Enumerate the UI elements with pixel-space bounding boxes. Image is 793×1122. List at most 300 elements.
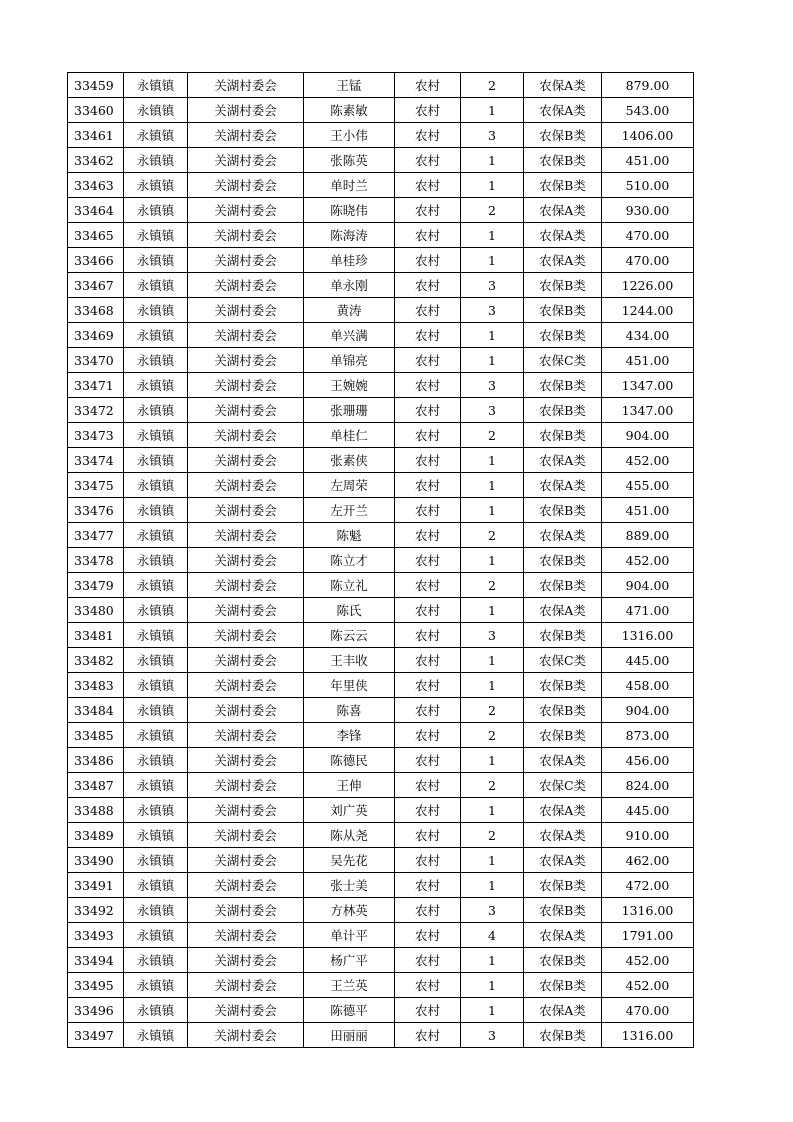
town-cell: 永镇镇 [124, 198, 188, 223]
insurance-category-cell: 农保A类 [524, 473, 602, 498]
insurance-category-cell: 农保C类 [524, 348, 602, 373]
name-cell: 左周荣 [304, 473, 395, 498]
insurance-category-cell: 农保A类 [524, 98, 602, 123]
record-id-cell: 33470 [68, 348, 124, 373]
name-cell: 年里侠 [304, 673, 395, 698]
name-cell: 张陈英 [304, 148, 395, 173]
member-count-cell: 1 [461, 948, 524, 973]
amount-cell: 452.00 [602, 973, 694, 998]
name-cell: 陈海涛 [304, 223, 395, 248]
insurance-category-cell: 农保A类 [524, 198, 602, 223]
record-id-cell: 33476 [68, 498, 124, 523]
town-cell: 永镇镇 [124, 773, 188, 798]
insurance-category-cell: 农保B类 [524, 673, 602, 698]
town-cell: 永镇镇 [124, 423, 188, 448]
roster-body [68, 73, 694, 1048]
household-type-cell: 农村 [395, 723, 461, 748]
amount-cell: 543.00 [602, 98, 694, 123]
household-type-cell: 农村 [395, 223, 461, 248]
household-type-cell: 农村 [395, 698, 461, 723]
member-count-cell: 1 [461, 348, 524, 373]
town-cell: 永镇镇 [124, 123, 188, 148]
name-cell: 王锰 [304, 73, 395, 98]
amount-cell: 1791.00 [602, 923, 694, 948]
record-id-cell: 33464 [68, 198, 124, 223]
amount-cell: 1316.00 [602, 1023, 694, 1048]
member-count-cell: 3 [461, 123, 524, 148]
village-committee-cell: 关湖村委会 [188, 998, 304, 1023]
record-id-cell: 33460 [68, 98, 124, 123]
town-cell: 永镇镇 [124, 273, 188, 298]
name-cell: 张珊珊 [304, 398, 395, 423]
town-cell: 永镇镇 [124, 598, 188, 623]
insurance-category-cell: 农保B类 [524, 948, 602, 973]
insurance-category-cell: 农保A类 [524, 823, 602, 848]
village-committee-cell: 关湖村委会 [188, 448, 304, 473]
name-cell: 单兴满 [304, 323, 395, 348]
name-cell: 杨广平 [304, 948, 395, 973]
town-cell: 永镇镇 [124, 323, 188, 348]
town-cell: 永镇镇 [124, 73, 188, 98]
household-type-cell: 农村 [395, 248, 461, 273]
member-count-cell: 2 [461, 698, 524, 723]
member-count-cell: 2 [461, 723, 524, 748]
name-cell: 方林英 [304, 898, 395, 923]
town-cell: 永镇镇 [124, 223, 188, 248]
table-row [68, 273, 694, 298]
record-id-cell: 33495 [68, 973, 124, 998]
table-row [68, 798, 694, 823]
table-row [68, 473, 694, 498]
household-type-cell: 农村 [395, 948, 461, 973]
member-count-cell: 1 [461, 248, 524, 273]
household-type-cell: 农村 [395, 623, 461, 648]
member-count-cell: 3 [461, 1023, 524, 1048]
table-row [68, 73, 694, 98]
village-committee-cell: 关湖村委会 [188, 198, 304, 223]
table-row [68, 123, 694, 148]
village-committee-cell: 关湖村委会 [188, 673, 304, 698]
town-cell: 永镇镇 [124, 623, 188, 648]
member-count-cell: 1 [461, 473, 524, 498]
table-row [68, 573, 694, 598]
table-row [68, 698, 694, 723]
record-id-cell: 33468 [68, 298, 124, 323]
village-committee-cell: 关湖村委会 [188, 973, 304, 998]
town-cell: 永镇镇 [124, 448, 188, 473]
household-type-cell: 农村 [395, 73, 461, 98]
amount-cell: 470.00 [602, 248, 694, 273]
name-cell: 陈晓伟 [304, 198, 395, 223]
record-id-cell: 33492 [68, 898, 124, 923]
household-type-cell: 农村 [395, 373, 461, 398]
record-id-cell: 33486 [68, 748, 124, 773]
amount-cell: 1316.00 [602, 623, 694, 648]
town-cell: 永镇镇 [124, 573, 188, 598]
household-type-cell: 农村 [395, 473, 461, 498]
town-cell: 永镇镇 [124, 1023, 188, 1048]
household-type-cell: 农村 [395, 398, 461, 423]
household-type-cell: 农村 [395, 823, 461, 848]
household-type-cell: 农村 [395, 548, 461, 573]
amount-cell: 451.00 [602, 348, 694, 373]
table-row [68, 523, 694, 548]
name-cell: 刘广英 [304, 798, 395, 823]
name-cell: 陈氏 [304, 598, 395, 623]
record-id-cell: 33461 [68, 123, 124, 148]
household-type-cell: 农村 [395, 973, 461, 998]
name-cell: 单桂仁 [304, 423, 395, 448]
household-type-cell: 农村 [395, 323, 461, 348]
insurance-category-cell: 农保B类 [524, 548, 602, 573]
town-cell: 永镇镇 [124, 548, 188, 573]
town-cell: 永镇镇 [124, 948, 188, 973]
name-cell: 吴先花 [304, 848, 395, 873]
amount-cell: 455.00 [602, 473, 694, 498]
town-cell: 永镇镇 [124, 473, 188, 498]
town-cell: 永镇镇 [124, 348, 188, 373]
village-committee-cell: 关湖村委会 [188, 698, 304, 723]
household-type-cell: 农村 [395, 898, 461, 923]
table-row [68, 248, 694, 273]
insurance-category-cell: 农保B类 [524, 1023, 602, 1048]
village-committee-cell: 关湖村委会 [188, 298, 304, 323]
record-id-cell: 33475 [68, 473, 124, 498]
amount-cell: 1406.00 [602, 123, 694, 148]
household-type-cell: 农村 [395, 873, 461, 898]
record-id-cell: 33483 [68, 673, 124, 698]
member-count-cell: 1 [461, 598, 524, 623]
amount-cell: 452.00 [602, 948, 694, 973]
record-id-cell: 33466 [68, 248, 124, 273]
table-row [68, 198, 694, 223]
household-type-cell: 农村 [395, 1023, 461, 1048]
village-committee-cell: 关湖村委会 [188, 373, 304, 398]
household-type-cell: 农村 [395, 348, 461, 373]
insurance-category-cell: 农保A类 [524, 998, 602, 1023]
village-committee-cell: 关湖村委会 [188, 423, 304, 448]
insurance-category-cell: 农保A类 [524, 748, 602, 773]
name-cell: 陈立才 [304, 548, 395, 573]
table-row [68, 498, 694, 523]
village-committee-cell: 关湖村委会 [188, 648, 304, 673]
table-row [68, 373, 694, 398]
insurance-category-cell: 农保B类 [524, 298, 602, 323]
insurance-category-cell: 农保B类 [524, 723, 602, 748]
table-row [68, 448, 694, 473]
amount-cell: 904.00 [602, 573, 694, 598]
town-cell: 永镇镇 [124, 673, 188, 698]
town-cell: 永镇镇 [124, 148, 188, 173]
record-id-cell: 33479 [68, 573, 124, 598]
member-count-cell: 3 [461, 298, 524, 323]
table-row [68, 723, 694, 748]
record-id-cell: 33459 [68, 73, 124, 98]
town-cell: 永镇镇 [124, 823, 188, 848]
table-row [68, 348, 694, 373]
town-cell: 永镇镇 [124, 873, 188, 898]
household-type-cell: 农村 [395, 523, 461, 548]
table-row [68, 398, 694, 423]
town-cell: 永镇镇 [124, 373, 188, 398]
insurance-category-cell: 农保A类 [524, 73, 602, 98]
town-cell: 永镇镇 [124, 898, 188, 923]
name-cell: 王婉婉 [304, 373, 395, 398]
member-count-cell: 4 [461, 923, 524, 948]
town-cell: 永镇镇 [124, 498, 188, 523]
household-type-cell: 农村 [395, 298, 461, 323]
name-cell: 单桂珍 [304, 248, 395, 273]
name-cell: 黄涛 [304, 298, 395, 323]
table-row [68, 173, 694, 198]
household-type-cell: 农村 [395, 498, 461, 523]
table-row [68, 773, 694, 798]
table-row [68, 98, 694, 123]
record-id-cell: 33490 [68, 848, 124, 873]
insurance-category-cell: 农保B类 [524, 148, 602, 173]
table-row [68, 1023, 694, 1048]
town-cell: 永镇镇 [124, 298, 188, 323]
member-count-cell: 1 [461, 148, 524, 173]
insurance-category-cell: 农保C类 [524, 648, 602, 673]
name-cell: 陈云云 [304, 623, 395, 648]
record-id-cell: 33489 [68, 823, 124, 848]
amount-cell: 1347.00 [602, 398, 694, 423]
amount-cell: 1226.00 [602, 273, 694, 298]
village-committee-cell: 关湖村委会 [188, 548, 304, 573]
amount-cell: 1244.00 [602, 298, 694, 323]
village-committee-cell: 关湖村委会 [188, 623, 304, 648]
member-count-cell: 2 [461, 773, 524, 798]
insurance-category-cell: 农保B类 [524, 273, 602, 298]
household-type-cell: 农村 [395, 448, 461, 473]
insurance-category-cell: 农保B类 [524, 423, 602, 448]
amount-cell: 470.00 [602, 998, 694, 1023]
village-committee-cell: 关湖村委会 [188, 948, 304, 973]
name-cell: 左开兰 [304, 498, 395, 523]
household-type-cell: 农村 [395, 98, 461, 123]
insurance-category-cell: 农保A类 [524, 448, 602, 473]
record-id-cell: 33491 [68, 873, 124, 898]
name-cell: 陈喜 [304, 698, 395, 723]
insurance-category-cell: 农保A类 [524, 923, 602, 948]
table-row [68, 598, 694, 623]
member-count-cell: 1 [461, 323, 524, 348]
table-row [68, 973, 694, 998]
amount-cell: 470.00 [602, 223, 694, 248]
table-row [68, 673, 694, 698]
town-cell: 永镇镇 [124, 98, 188, 123]
village-committee-cell: 关湖村委会 [188, 798, 304, 823]
insurance-category-cell: 农保A类 [524, 798, 602, 823]
table-row [68, 998, 694, 1023]
name-cell: 陈素敏 [304, 98, 395, 123]
village-committee-cell: 关湖村委会 [188, 223, 304, 248]
amount-cell: 462.00 [602, 848, 694, 873]
village-committee-cell: 关湖村委会 [188, 323, 304, 348]
household-type-cell: 农村 [395, 648, 461, 673]
name-cell: 陈德民 [304, 748, 395, 773]
insurance-category-cell: 农保C类 [524, 773, 602, 798]
village-committee-cell: 关湖村委会 [188, 848, 304, 873]
insurance-category-cell: 农保B类 [524, 623, 602, 648]
table-row [68, 873, 694, 898]
amount-cell: 456.00 [602, 748, 694, 773]
insurance-category-cell: 农保B类 [524, 898, 602, 923]
member-count-cell: 2 [461, 73, 524, 98]
insurance-category-cell: 农保B类 [524, 123, 602, 148]
member-count-cell: 1 [461, 973, 524, 998]
member-count-cell: 1 [461, 548, 524, 573]
insurance-category-cell: 农保B类 [524, 323, 602, 348]
name-cell: 张素侠 [304, 448, 395, 473]
table-row [68, 223, 694, 248]
record-id-cell: 33469 [68, 323, 124, 348]
amount-cell: 510.00 [602, 173, 694, 198]
record-id-cell: 33484 [68, 698, 124, 723]
member-count-cell: 1 [461, 748, 524, 773]
record-id-cell: 33497 [68, 1023, 124, 1048]
table-row [68, 298, 694, 323]
household-type-cell: 农村 [395, 423, 461, 448]
amount-cell: 910.00 [602, 823, 694, 848]
record-id-cell: 33467 [68, 273, 124, 298]
town-cell: 永镇镇 [124, 173, 188, 198]
insurance-category-cell: 农保A类 [524, 848, 602, 873]
name-cell: 单锦亮 [304, 348, 395, 373]
member-count-cell: 3 [461, 273, 524, 298]
household-type-cell: 农村 [395, 998, 461, 1023]
town-cell: 永镇镇 [124, 998, 188, 1023]
insurance-category-cell: 农保B类 [524, 398, 602, 423]
table-row [68, 323, 694, 348]
record-id-cell: 33463 [68, 173, 124, 198]
member-count-cell: 2 [461, 423, 524, 448]
member-count-cell: 1 [461, 798, 524, 823]
village-committee-cell: 关湖村委会 [188, 598, 304, 623]
insurance-category-cell: 农保B类 [524, 173, 602, 198]
name-cell: 单时兰 [304, 173, 395, 198]
amount-cell: 445.00 [602, 648, 694, 673]
member-count-cell: 1 [461, 648, 524, 673]
insurance-category-cell: 农保B类 [524, 373, 602, 398]
record-id-cell: 33481 [68, 623, 124, 648]
member-count-cell: 1 [461, 998, 524, 1023]
household-type-cell: 农村 [395, 748, 461, 773]
table-row [68, 548, 694, 573]
record-id-cell: 33485 [68, 723, 124, 748]
record-id-cell: 33472 [68, 398, 124, 423]
table-row [68, 148, 694, 173]
amount-cell: 458.00 [602, 673, 694, 698]
member-count-cell: 2 [461, 573, 524, 598]
village-committee-cell: 关湖村委会 [188, 173, 304, 198]
amount-cell: 904.00 [602, 698, 694, 723]
amount-cell: 471.00 [602, 598, 694, 623]
village-committee-cell: 关湖村委会 [188, 73, 304, 98]
name-cell: 陈魁 [304, 523, 395, 548]
village-committee-cell: 关湖村委会 [188, 523, 304, 548]
village-committee-cell: 关湖村委会 [188, 773, 304, 798]
member-count-cell: 3 [461, 623, 524, 648]
household-type-cell: 农村 [395, 848, 461, 873]
village-committee-cell: 关湖村委会 [188, 923, 304, 948]
village-committee-cell: 关湖村委会 [188, 748, 304, 773]
amount-cell: 472.00 [602, 873, 694, 898]
village-committee-cell: 关湖村委会 [188, 473, 304, 498]
village-committee-cell: 关湖村委会 [188, 723, 304, 748]
town-cell: 永镇镇 [124, 248, 188, 273]
name-cell: 王伸 [304, 773, 395, 798]
table-row [68, 948, 694, 973]
amount-cell: 434.00 [602, 323, 694, 348]
insurance-category-cell: 农保A类 [524, 223, 602, 248]
household-type-cell: 农村 [395, 573, 461, 598]
record-id-cell: 33462 [68, 148, 124, 173]
member-count-cell: 2 [461, 823, 524, 848]
amount-cell: 1347.00 [602, 373, 694, 398]
amount-cell: 451.00 [602, 148, 694, 173]
amount-cell: 452.00 [602, 448, 694, 473]
table-row [68, 848, 694, 873]
record-id-cell: 33488 [68, 798, 124, 823]
record-id-cell: 33482 [68, 648, 124, 673]
amount-cell: 930.00 [602, 198, 694, 223]
name-cell: 陈从尧 [304, 823, 395, 848]
member-count-cell: 1 [461, 848, 524, 873]
table-row [68, 648, 694, 673]
record-id-cell: 33465 [68, 223, 124, 248]
member-count-cell: 2 [461, 523, 524, 548]
record-id-cell: 33480 [68, 598, 124, 623]
insurance-category-cell: 农保B类 [524, 873, 602, 898]
insurance-category-cell: 农保A类 [524, 598, 602, 623]
household-type-cell: 农村 [395, 273, 461, 298]
name-cell: 单永刚 [304, 273, 395, 298]
town-cell: 永镇镇 [124, 523, 188, 548]
town-cell: 永镇镇 [124, 973, 188, 998]
member-count-cell: 3 [461, 898, 524, 923]
town-cell: 永镇镇 [124, 648, 188, 673]
roster-table [67, 72, 694, 1048]
amount-cell: 889.00 [602, 523, 694, 548]
table-row [68, 748, 694, 773]
insurance-category-cell: 农保B类 [524, 973, 602, 998]
insurance-category-cell: 农保B类 [524, 573, 602, 598]
insurance-category-cell: 农保A类 [524, 248, 602, 273]
member-count-cell: 3 [461, 398, 524, 423]
household-type-cell: 农村 [395, 773, 461, 798]
name-cell: 陈立礼 [304, 573, 395, 598]
town-cell: 永镇镇 [124, 698, 188, 723]
amount-cell: 452.00 [602, 548, 694, 573]
village-committee-cell: 关湖村委会 [188, 823, 304, 848]
member-count-cell: 3 [461, 373, 524, 398]
insurance-category-cell: 农保A类 [524, 523, 602, 548]
table-row [68, 823, 694, 848]
record-id-cell: 33471 [68, 373, 124, 398]
name-cell: 田丽丽 [304, 1023, 395, 1048]
village-committee-cell: 关湖村委会 [188, 873, 304, 898]
table-row [68, 898, 694, 923]
amount-cell: 1316.00 [602, 898, 694, 923]
village-committee-cell: 关湖村委会 [188, 573, 304, 598]
household-type-cell: 农村 [395, 123, 461, 148]
village-committee-cell: 关湖村委会 [188, 123, 304, 148]
village-committee-cell: 关湖村委会 [188, 348, 304, 373]
town-cell: 永镇镇 [124, 923, 188, 948]
village-committee-cell: 关湖村委会 [188, 398, 304, 423]
